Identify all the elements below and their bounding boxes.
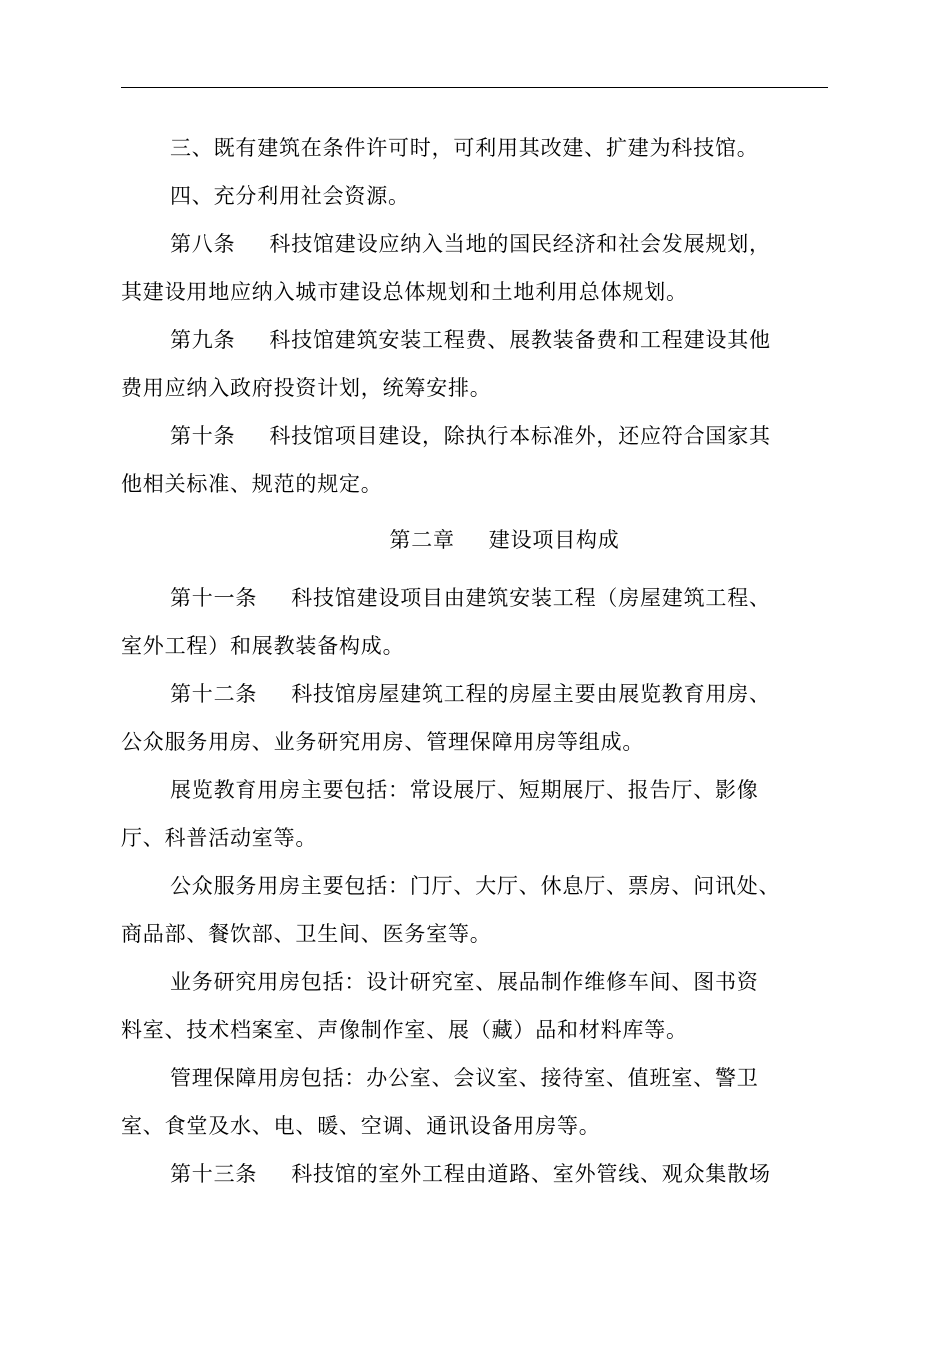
chapter-number: 第二章 <box>389 528 455 552</box>
paragraph-line: 展览教育用房主要包括：常设展厅、短期展厅、报告厅、影像 <box>170 778 759 802</box>
article-text: 科技馆建设项目由建筑安装工程（房屋建筑工程、 <box>291 586 771 610</box>
article-text: 科技馆的室外工程由道路、室外管线、观众集散场 <box>291 1162 771 1186</box>
article-text: 科技馆房屋建筑工程的房屋主要由展览教育用房、 <box>291 682 771 706</box>
article-number: 第十三条 <box>170 1162 258 1186</box>
paragraph-line: 四、充分利用社会资源。 <box>170 184 410 208</box>
paragraph-line: 料室、技术档案室、声像制作室、展（藏）品和材料库等。 <box>121 1018 688 1042</box>
article-9 <box>121 316 828 364</box>
paragraph-line: 公众服务用房、业务研究用房、管理保障用房等组成。 <box>121 730 645 754</box>
paragraph-line: 厅、科普活动室等。 <box>121 826 318 850</box>
paragraph-line: 商品部、餐饮部、卫生间、医务室等。 <box>121 922 492 946</box>
paragraph-line: 他相关标准、规范的规定。 <box>121 472 383 496</box>
chapter-heading <box>121 516 828 564</box>
article-text: 科技馆建筑安装工程费、展教装备费和工程建设其他 <box>269 328 771 352</box>
article-number: 第八条 <box>170 232 236 256</box>
article-11 <box>121 574 828 622</box>
article-8 <box>121 220 828 268</box>
article-number: 第十条 <box>170 424 236 448</box>
article-text: 科技馆建设应纳入当地的国民经济和社会发展规划， <box>269 232 771 256</box>
article-number: 第九条 <box>170 328 236 352</box>
paragraph-line: 三、既有建筑在条件许可时，可利用其改建、扩建为科技馆。 <box>170 136 759 160</box>
article-text: 科技馆项目建设，除执行本标准外，还应符合国家其 <box>269 424 771 448</box>
header-rule <box>121 87 828 88</box>
paragraph-line: 其建设用地应纳入城市建设总体规划和土地利用总体规划。 <box>121 280 688 304</box>
article-13 <box>121 1150 828 1198</box>
paragraph-line: 管理保障用房包括：办公室、会议室、接待室、值班室、警卫 <box>170 1066 759 1090</box>
article-number: 第十二条 <box>170 682 258 706</box>
paragraph-line: 费用应纳入政府投资计划，统筹安排。 <box>121 376 492 400</box>
paragraph-line: 公众服务用房主要包括：门厅、大厅、休息厅、票房、问讯处、 <box>170 874 781 898</box>
paragraph-line: 业务研究用房包括：设计研究室、展品制作维修车间、图书资 <box>170 970 759 994</box>
article-12 <box>121 670 828 718</box>
chapter-title: 建设项目构成 <box>488 528 620 552</box>
article-10 <box>121 412 828 460</box>
article-number: 第十一条 <box>170 586 258 610</box>
document-body <box>121 124 828 1198</box>
paragraph-line: 室、食堂及水、电、暖、空调、通讯设备用房等。 <box>121 1114 601 1138</box>
paragraph-line: 室外工程）和展教装备构成。 <box>121 634 405 658</box>
